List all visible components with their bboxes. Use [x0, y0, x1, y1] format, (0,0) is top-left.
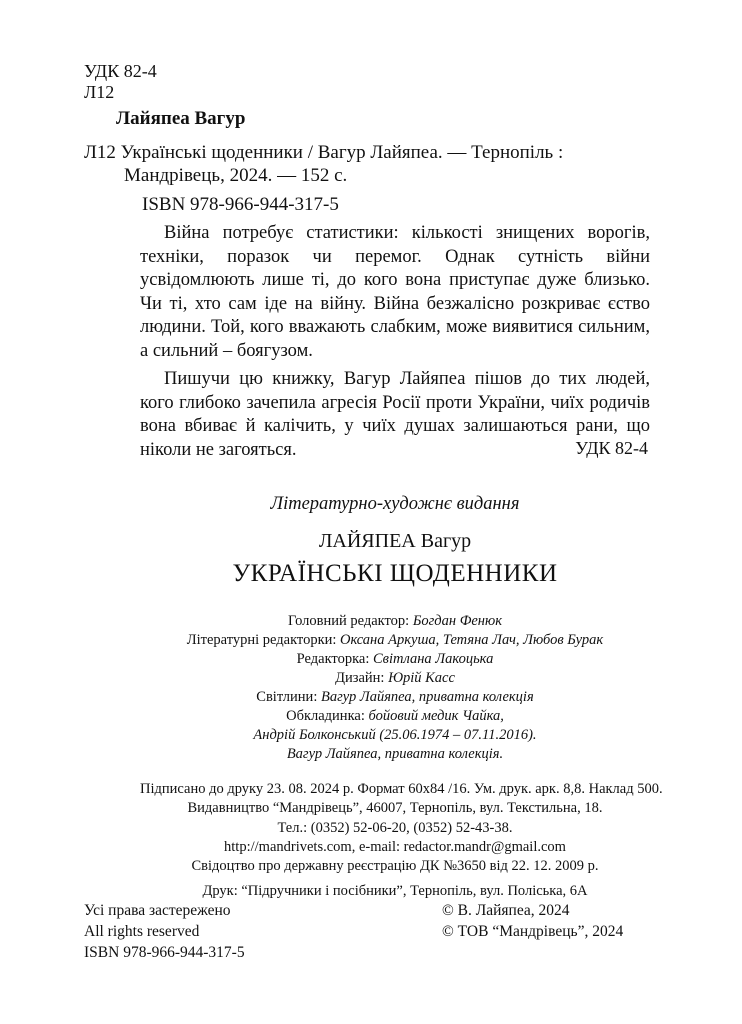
imprint-line-1: Підписано до друку 23. 08. 2024 р. Формат 60х84 /16. Ум. друк. арк. 8,8. Наклад 500. — [140, 781, 663, 797]
author-heading: Лайяпеа Вагур — [116, 108, 246, 129]
credit-lit-editors — [140, 631, 650, 650]
credit-value: Світлана Лакоцька — [373, 651, 494, 667]
credit-value: Оксана Аркуша, Тетяна Лач, Любов Бурак — [340, 632, 604, 648]
credit-editor — [140, 650, 650, 669]
credit-label: Обкладинка: — [286, 708, 369, 724]
credit-label: Літературні редакторки: — [186, 632, 341, 648]
imprint-line-6: Друк: “Підручники і посібники”, Тернопіль, вул. Поліська, 6А — [202, 883, 588, 900]
footer-left — [84, 900, 245, 963]
imprint-line-5: Свідоцтво про державну реєстрацію ДК №3650 від 22. 12. 2009 р. — [191, 858, 599, 875]
credit-label: Головний редактор: — [287, 613, 413, 629]
rights-en: All rights reserved — [84, 923, 200, 940]
credits — [140, 612, 650, 764]
rights-ua: Усі права застережено — [84, 902, 231, 919]
bib-line-2: Мандрівець, 2024. — 152 с. — [124, 165, 348, 186]
copyright-author: © В. Лайяпеа, 2024 — [442, 902, 570, 919]
annotation-paragraph-1: Війна потребує статистики: кількості знищених ворогів, техніки, поразок чи перемог. Однак сутність війни усвідомлюють лише ті, до кого вона приступає дуже близько. Чи ті, хто сам іде на війну. Війна безжалісно розкриває єство людини. Той, кого вважають слабким, може виявитися сильним, а сильний – боягузом. — [140, 223, 650, 361]
credit-value: Юрій Касс — [388, 670, 455, 686]
isbn-header: ISBN 978-966-944-317-5 — [142, 194, 339, 215]
imprint-line-2: Видавництво “Мандрівець”, 46007, Тернопіль, вул. Текстильна, 18. — [187, 800, 603, 817]
credit-label: Редакторка: — [296, 651, 373, 667]
credit-cover-line-2: Андрій Болконський (25.06.1974 – 07.11.2016). — [253, 727, 537, 743]
credit-label: Світлини: — [256, 689, 321, 705]
credit-value: Вагур Лайяпеа, приватна колекція — [320, 689, 534, 705]
credit-photos — [140, 688, 650, 707]
credit-chief-editor — [140, 612, 650, 631]
footer-right — [442, 900, 623, 942]
footer-isbn: ISBN 978-966-944-317-5 — [84, 944, 245, 961]
imprint-line-3: Тел.: (0352) 52-06-20, (0352) 52-43-38. — [277, 819, 513, 836]
author-mark: Л12 — [84, 82, 115, 102]
genre-label: Літературно-художнє видання — [270, 494, 520, 514]
book-title: УКРАЇНСЬКІ ЩОДЕННИКИ — [232, 560, 558, 587]
credit-value: бойовий медик Чайка, — [368, 708, 504, 724]
credit-label: Дизайн: — [335, 670, 389, 686]
credit-cover — [140, 707, 650, 726]
annotation-paragraph-2: Пишучи цю книжку, Вагур Лайяпеа пішов до тих людей, кого глибоко зачепила агресія Росії проти України, чиїх родичів вона вбиває й калічить, у чиїх душах залишаються рани, що ніколи не загояться. — [140, 369, 650, 460]
credit-cover-line-3: Вагур Лайяпеа, приватна колекція. — [286, 746, 504, 762]
credit-value: Богдан Фенюк — [412, 613, 503, 629]
author-caps: ЛАЙЯПЕА Вагур — [318, 530, 472, 552]
udk-code: УДК 82-4 — [84, 61, 157, 81]
annotation — [140, 222, 650, 462]
credit-design — [140, 669, 650, 688]
bib-line-1: Л12 Українські щоденники / Вагур Лайяпеа. — Тернопіль : — [84, 142, 564, 163]
imprint — [140, 780, 663, 902]
copyright-publisher: © ТОВ “Мандрівець”, 2024 — [442, 923, 624, 940]
imprint-line-4: http://mandrivets.com, e-mail: redactor.mandr@gmail.com — [224, 838, 566, 855]
udk-right: УДК 82-4 — [575, 438, 648, 458]
